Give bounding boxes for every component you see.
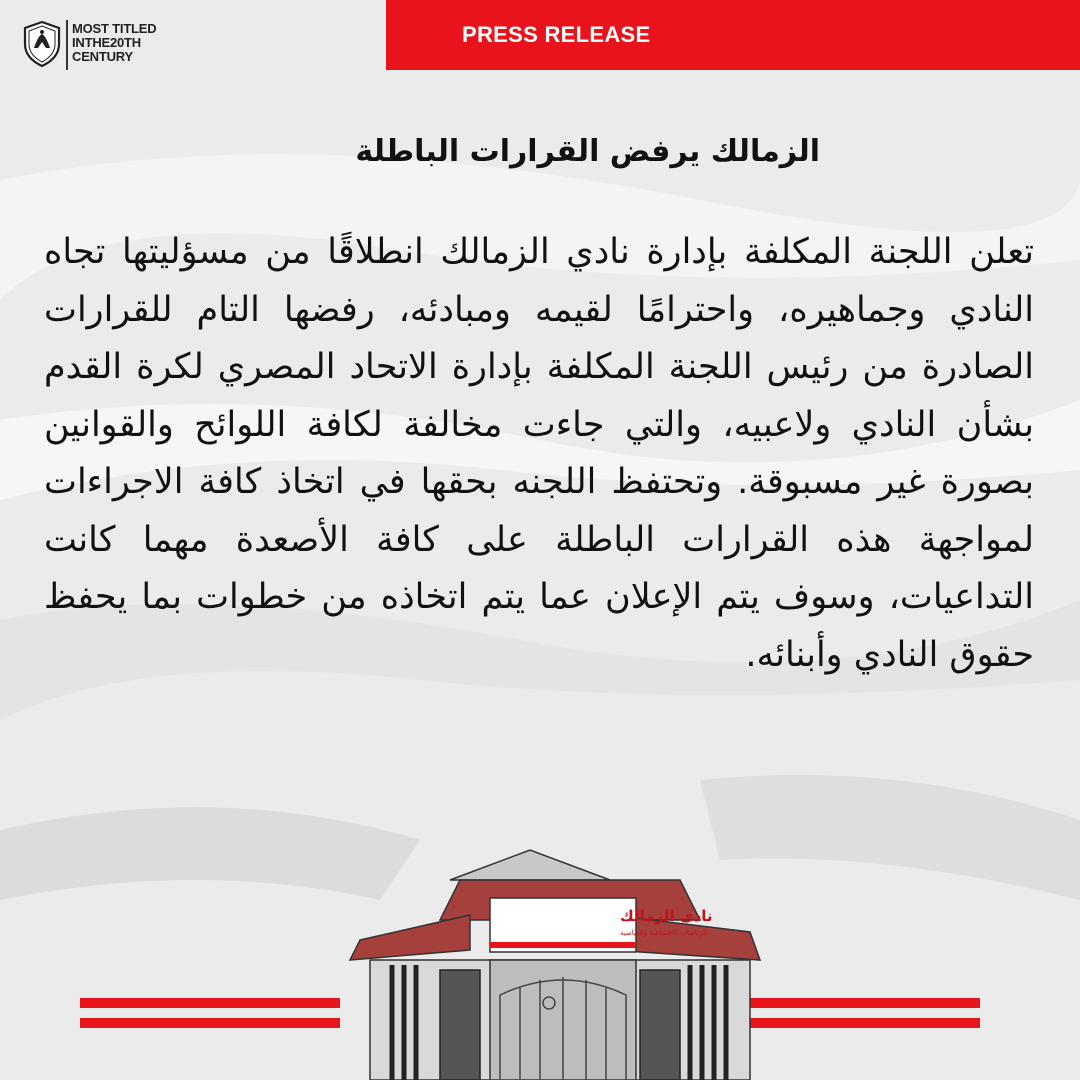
building-sign-text: نادي الزمالك xyxy=(620,907,713,925)
article-title: الزمالك يرفض القرارات الباطلة xyxy=(355,134,820,169)
banner-label: PRESS RELEASE xyxy=(462,22,651,47)
logo-divider xyxy=(66,20,68,70)
left-stripes-icon xyxy=(80,998,340,1028)
building-sign-subtext: للرياضات الاجتماعية والرياضية xyxy=(620,929,708,937)
zamalek-crest-icon xyxy=(22,20,62,68)
article-body: تعلن اللجنة المكلفة بإدارة نادي الزمالك انطلاقًا من مسؤليتها تجاه النادي وجماهيره، واحترامًا لقيمه ومبادئه، رفضها التام للقرارات الصادرة من رئيس اللجنة المكلفة بإدارة الاتحاد المصري لكرة القدم بشأن النادي ولاعبيه، والتي جاءت مخالفة لكافة اللوائح والقوانين بصورة غير مسبوقة. وتحتفظ اللجنه بحقها في اتخاذ كافة الاجراءات لمواجهة هذه القرارات الباطلة على كافة الأصعدة مهما كانت التداعيات، وسوف يتم الإعلان عما يتم اتخاذه من خطوات بما يحفظ حقوق النادي وأبنائه. xyxy=(44,232,1034,675)
club-building-illustration xyxy=(0,820,1080,1080)
club-logo xyxy=(22,16,172,74)
club-tagline: MOST TITLED INTHE20TH CENTURY xyxy=(72,21,157,64)
right-stripes-icon xyxy=(740,998,980,1028)
press-release-banner xyxy=(386,0,1080,70)
